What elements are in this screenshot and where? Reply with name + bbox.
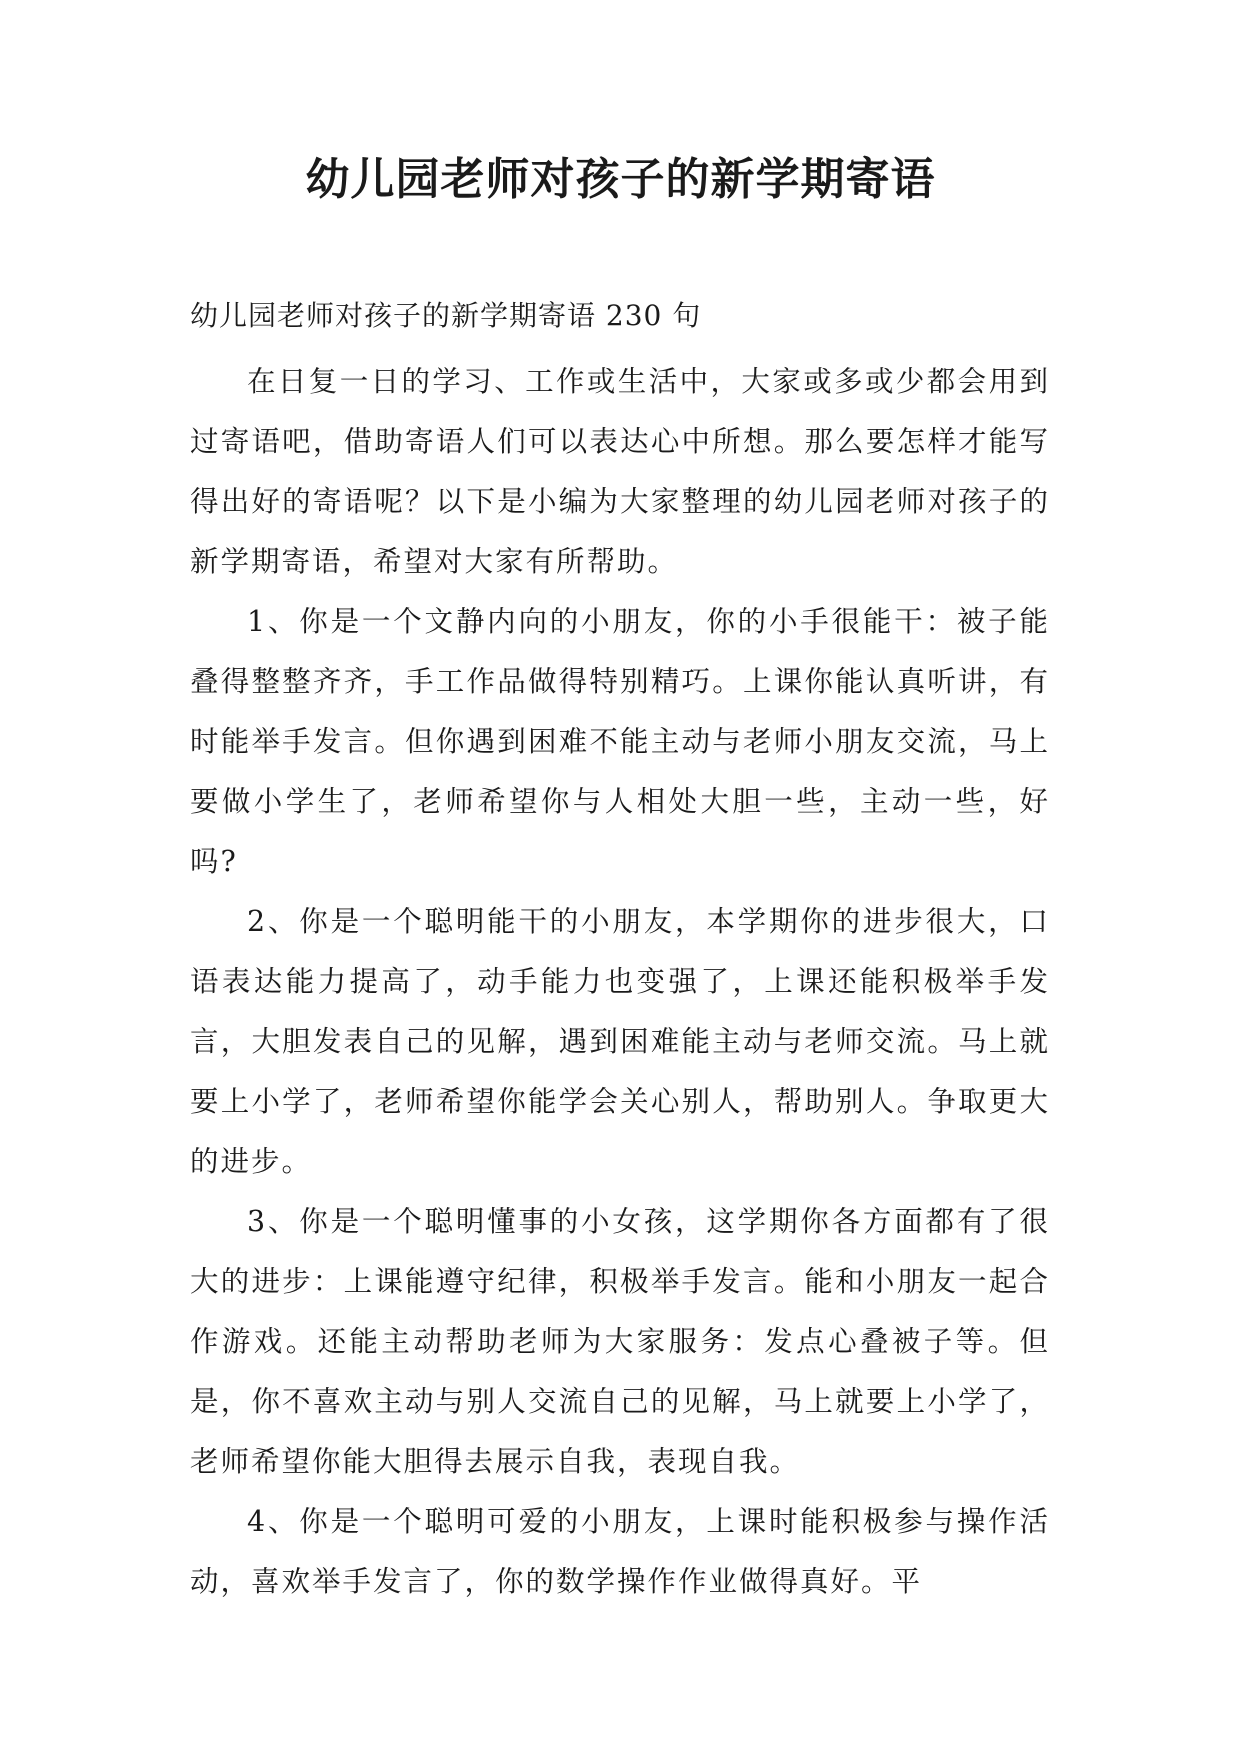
item-paragraph-3: 3、你是一个聪明懂事的小女孩，这学期你各方面都有了很大的进步：上课能遵守纪律，积极举手发言。能和小朋友一起合作游戏。还能主动帮助老师为大家服务：发点心叠被子等。但是，你不喜欢主动与别人交流自己的见解，马上就要上小学了，老师希望你能大胆得去展示自我，表现自我。 [190, 1205, 1050, 1478]
document-title: 幼儿园老师对孩子的新学期寄语 [305, 154, 936, 205]
item-paragraph-2: 2、你是一个聪明能干的小朋友，本学期你的进步很大，口语表达能力提高了，动手能力也变强了，上课还能积极举手发言，大胆发表自己的见解，遇到困难能主动与老师交流。马上就要上小学了，老师希望你能学会关心别人，帮助别人。争取更大的进步。 [190, 905, 1050, 1178]
item-paragraph-1: 1、你是一个文静内向的小朋友，你的小手很能干：被子能叠得整整齐齐，手工作品做得特别精巧。上课你能认真听讲，有时能举手发言。但你遇到困难不能主动与老师小朋友交流，马上要做小学生了，老师希望你与人相处大胆一些，主动一些，好吗? [190, 605, 1050, 878]
document-body [190, 352, 1050, 1612]
intro-paragraph: 在日复一日的学习、工作或生活中，大家或多或少都会用到过寄语吧，借助寄语人们可以表达心中所想。那么要怎样才能写得出好的寄语呢？以下是小编为大家整理的幼儿园老师对孩子的新学期寄语，希望对大家有所帮助。 [190, 365, 1050, 578]
item-paragraph-4: 4、你是一个聪明可爱的小朋友，上课时能积极参与操作活动，喜欢举手发言了，你的数学操作作业做得真好。平 [190, 1505, 1050, 1598]
document-subtitle: 幼儿园老师对孩子的新学期寄语 230 句 [190, 299, 702, 332]
